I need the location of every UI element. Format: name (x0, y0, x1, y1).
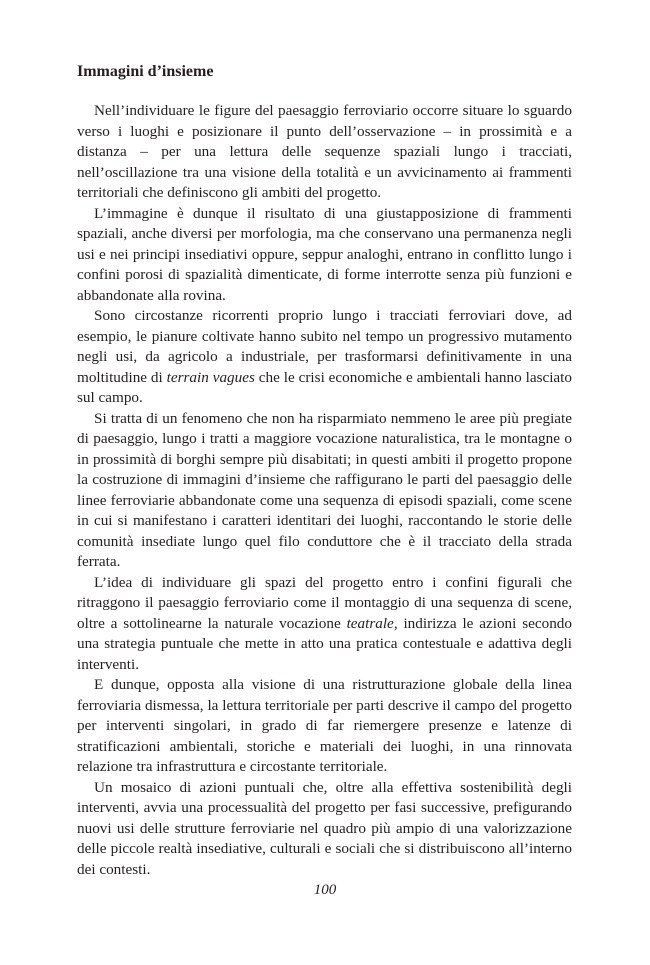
paragraph-4 (77, 409, 572, 573)
paragraph-6 (77, 675, 572, 778)
paragraph-text: E dunque, opposta alla visione di una ristrutturazione globale della linea ferroviaria dismessa, la lettura territoriale per parti descrive il campo del progetto per interventi singolari, in grado di far riemergere presenze e latenze di stratificazioni ambientali, storiche e materiali dei luoghi, in una rinnovata relazione tra infrastruttura e circostante territoriale. (77, 676, 572, 775)
paragraph-text: Nell’individuare le figure del paesaggio ferroviario occorre situare lo sguardo verso i luoghi e posizionare il punto dell’osservazione – in prossimità e a distanza – per una lettura delle sequenze spaziali lungo i tracciati, nell’oscillazione tra una visione della totalità e un avvicinamento ai frammenti territoriali che definiscono gli ambiti del progetto. (77, 102, 572, 201)
paragraph-5 (77, 573, 572, 676)
paragraph-text: , indirizza le azioni secondo una strategia puntuale che mette in atto una pratica contestuale e adattiva degli interventi. (77, 614, 572, 673)
page-body (77, 62, 572, 880)
paragraph-1 (77, 101, 572, 204)
paragraph-3 (77, 306, 572, 409)
page-number: 100 (313, 882, 337, 898)
italic-term: terrain vagues (166, 368, 255, 386)
paragraph-text: Un mosaico di azioni puntuali che, oltre alla effettiva sostenibilità degli interventi, avvia una processualità del progetto per fasi successive, prefigurando nuovi usi delle strutture ferroviarie nel quadro più ampio di una valorizzazione delle piccole realtà insediative, culturali e sociali che si distribuiscono all’interno dei contesti. (77, 778, 572, 878)
section-heading: Immagini d’insieme (77, 63, 214, 80)
paragraph-text: L’idea di individuare gli spazi del progetto entro i confini figurali che ritraggono il paesaggio ferroviario come il montaggio di una sequenza di scene, oltre a sottolinearne la naturale vocazione (77, 573, 572, 632)
paragraph-text: Sono circostanze ricorrenti proprio lungo i tracciati ferroviari dove, ad esempio, le pianure coltivate hanno subito nel tempo un progressivo mutamento negli usi, da agricolo a industriale, per trasformarsi definitivamente in una moltitudine di (77, 307, 572, 386)
paragraph-text: Si tratta di un fenomeno che non ha risparmiato nemmeno le aree più pregiate di paesaggio, lungo i tratti a maggiore vocazione naturalistica, tra le montagne o in prossimità di borghi sempre più disabitati; in questi ambiti il progetto propone la costruzione di immagini d’insieme che raffigurano le parti del paesaggio delle linee ferroviarie abbandonate come una sequenza di episodi spaziali, come scene in cui si manifestano i caratteri identitari dei luoghi, raccontando le storie delle comunità insediate lungo quel filo conduttore che è il tracciato della strada ferrata. (77, 409, 572, 570)
paragraph-7 (77, 778, 572, 881)
paragraph-text: L’immagine è dunque il risultato di una giustapposizione di frammenti spaziali, anche diversi per morfologia, ma che conservano una permanenza negli usi e nei principi insediativi oppure, seppur analoghi, entrano in conflitto lungo i confini porosi di spazialità dimenticate, di forme interrotte senza più funzioni e abbandonate alla rovina. (77, 204, 572, 304)
paragraph-2 (77, 204, 572, 307)
italic-term: teatrale (346, 614, 394, 632)
paragraph-text: che le crisi economiche e ambientali hanno lasciato sul campo. (77, 368, 572, 406)
